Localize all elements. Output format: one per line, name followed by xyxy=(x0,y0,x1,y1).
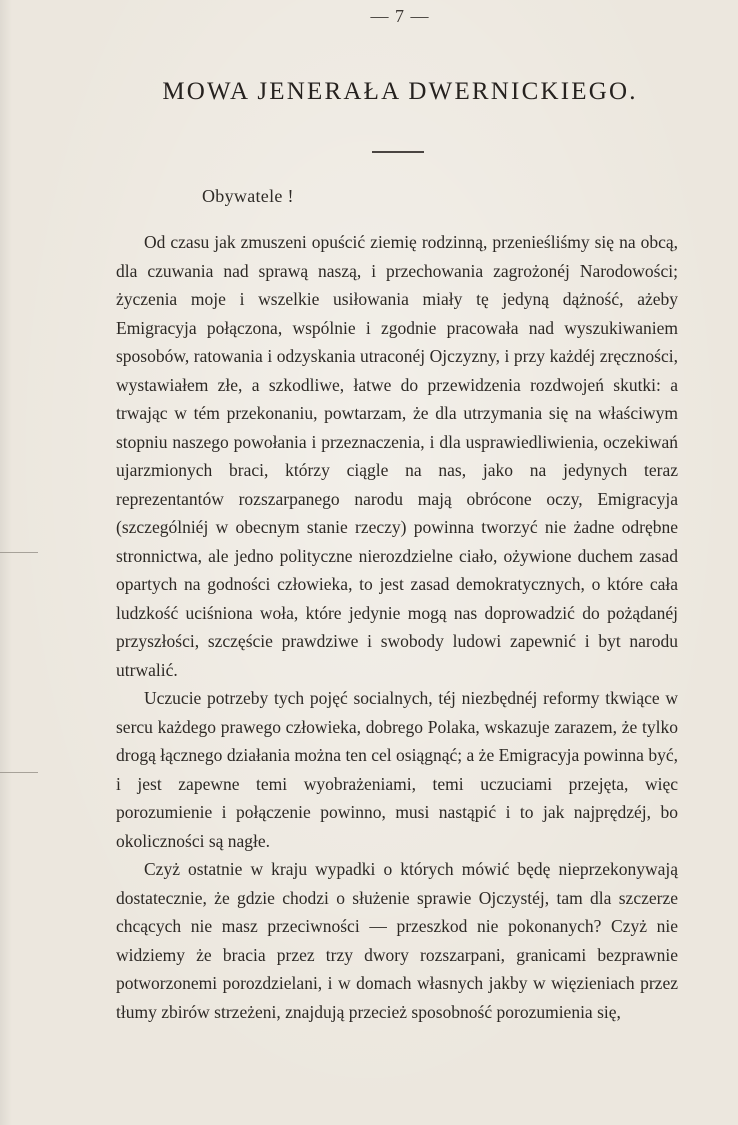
title-divider xyxy=(372,151,424,153)
page-title: MOWA JENERAŁA DWERNICKIEGO. xyxy=(162,78,638,105)
page-number: — 7 — xyxy=(370,6,430,26)
paragraph-3: Czyż ostatnie w kraju wypadki o których mówić będę nieprzekonywają dostatecznie, że gdzie chodzi o służenie sprawie Ojczystéj, tam dla szczerze chcących nie masz przeciwności — przeszkod nie pokonanych? Czyż nie widziemy że bracia przez trzy dwory rozszarpani, granicami bezprawnie potworzonemi porozdzielani, i w domach własnych jakby w więzieniach przez tłumy zbirów strzeżeni, znajdują przecież sposobność porozumienia się, xyxy=(116,859,678,1022)
speech-body xyxy=(116,228,678,1026)
paragraph-1: Od czasu jak zmuszeni opuścić ziemię rodzinną, przenieśliśmy się na obcą, dla czuwania nad sprawą naszą, i przechowania zagrożonéj Narodowości; życzenia moje i wszelkie usiłowania miały tę jedyną dążność, ażeby Emigracyja połączona, wspólnie i zgodnie pracowała nad wyszukiwaniem sposobów, ratowania i odzyskania utraconéj Ojczyzny, i przy każdéj zręczności, wystawiałem złe, a szkodliwe, łatwe do przewidzenia rozdwojeń skutki: a trwając w tém przekonaniu, powtarzam, że dla utrzymania się na właściwym stopniu naszego powołania i przeznaczenia, i dla usprawiedliwienia, oczekiwań ujarzmionych braci, którzy ciągle na nas, jako na jedynych teraz reprezentantów rozszarpanego narodu mają obrócone oczy, Emigracyja (szczególniéj w obecnym stanie rzeczy) powinna tworzyć nie żadne odrębne stronnictwa, ale jedno polityczne nierozdzielne ciało, ożywione duchem zasad opartych na godności człowieka, to jest zasad demokratycznych, o które cała ludzkość uciśniona woła, które jedynie mogą nas doprowadzić do pożądanéj przyszłości, szczęście prawdziwe i swobody ludowi zapewnić i byt narodu utrwalić. xyxy=(116,232,678,680)
margin-mark xyxy=(0,552,38,553)
margin-mark xyxy=(0,772,38,773)
paragraph-2: Uczucie potrzeby tych pojęć socialnych, téj niezbędnéj reformy tkwiące w sercu każdego prawego człowieka, dobrego Polaka, wskazuje zarazem, że tylko drogą łącznego działania można ten cel osiągnąć; a że Emigracyja powinna być, i jest zapewne temi wyobrażeniami, temi uczuciami przejęta, więc porozumienie i połączenie powinno, musi nastąpić i to jak najprędzéj, bo okoliczności są nagłe. xyxy=(116,688,678,851)
page-edge-shadow xyxy=(0,0,12,1125)
salutation: Obywatele ! xyxy=(202,186,294,206)
